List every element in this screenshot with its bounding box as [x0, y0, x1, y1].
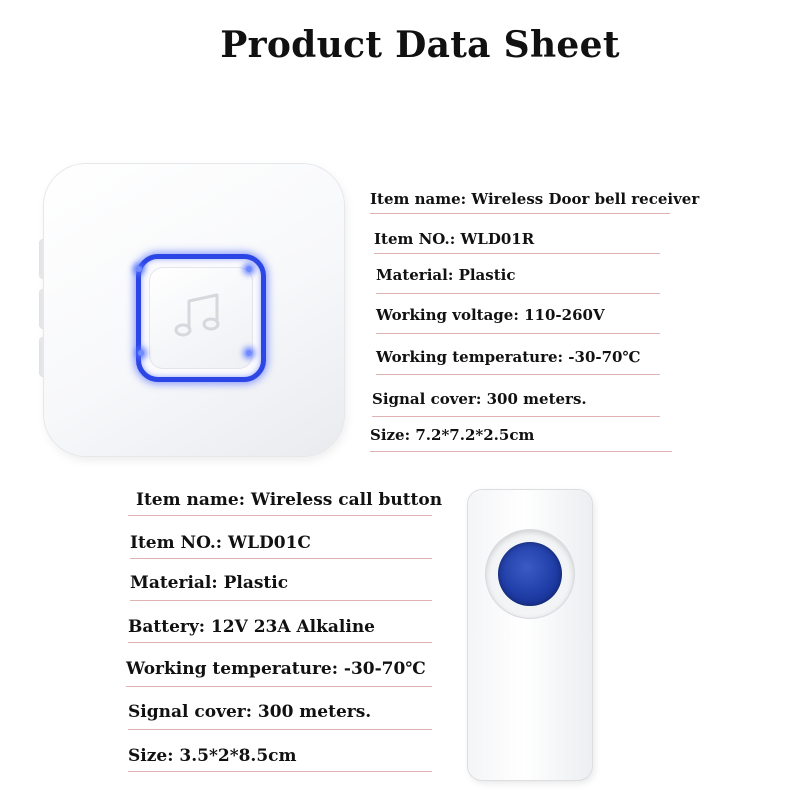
- spec-row: Material: Plastic: [376, 266, 660, 294]
- spec-row: Item NO.: WLD01C: [130, 533, 432, 559]
- spec-row: Working temperature: -30-70℃: [126, 659, 432, 687]
- spec-row: Item NO.: WLD01R: [374, 230, 660, 254]
- receiver-body: [44, 164, 344, 456]
- call-button-ring: [486, 530, 574, 618]
- spec-row: Signal cover: 300 meters.: [128, 702, 432, 730]
- call-button-press: [498, 542, 562, 606]
- led-light: [246, 350, 252, 356]
- spec-row: Item name: Wireless call button: [136, 490, 432, 516]
- spec-row: Material: Plastic: [130, 573, 432, 601]
- spec-row: Working temperature: -30-70℃: [376, 348, 660, 376]
- spec-row: Signal cover: 300 meters.: [372, 390, 660, 418]
- spec-row: Working voltage: 110-260V: [376, 306, 660, 334]
- spec-row: Size: 7.2*7.2*2.5cm: [370, 426, 672, 452]
- led-light: [246, 266, 252, 272]
- call-button-image: [468, 490, 592, 780]
- bell-button: [136, 254, 266, 382]
- receiver-image: [40, 158, 345, 458]
- led-light: [138, 350, 144, 356]
- led-light: [136, 266, 142, 272]
- spec-row: Battery: 12V 23A Alkaline: [128, 617, 432, 643]
- spec-row: Size: 3.5*2*8.5cm: [128, 746, 432, 772]
- music-note-icon: [171, 287, 231, 347]
- spec-row: Item name: Wireless Door bell receiver: [370, 190, 670, 214]
- page-title: Product Data Sheet: [220, 24, 620, 66]
